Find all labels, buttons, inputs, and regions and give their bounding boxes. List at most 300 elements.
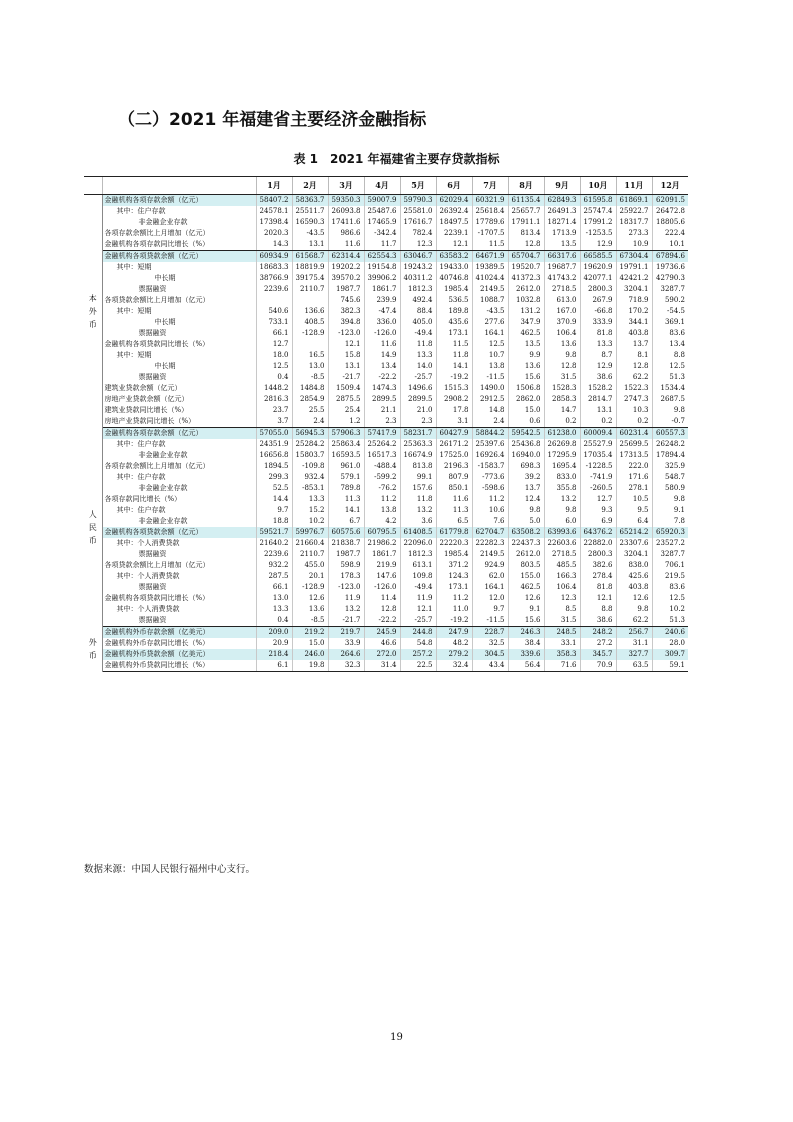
value-cell: 52.5: [256, 483, 292, 494]
value-cell: 1490.0: [472, 383, 508, 394]
value-cell: 42421.2: [616, 273, 652, 284]
value-cell: 2149.5: [472, 284, 508, 295]
value-cell: 12.9: [580, 239, 616, 251]
value-cell: 1522.3: [616, 383, 652, 394]
value-cell: 155.0: [508, 571, 544, 582]
value-cell: 17411.6: [328, 217, 364, 228]
value-cell: 2862.0: [508, 394, 544, 405]
value-cell: 3204.1: [616, 284, 652, 295]
value-cell: 12.8: [544, 361, 580, 372]
value-cell: 24578.1: [256, 206, 292, 217]
value-cell: 1509.4: [328, 383, 364, 394]
value-cell: 209.0: [256, 627, 292, 639]
value-cell: 25.4: [328, 405, 364, 416]
value-cell: 3287.7: [652, 549, 688, 560]
value-cell: 2.3: [400, 416, 436, 428]
value-cell: -1228.5: [580, 461, 616, 472]
value-cell: 27.2: [580, 638, 616, 649]
value-cell: 19620.9: [580, 262, 616, 273]
table-caption: 表 1 2021 年福建省主要存贷款指标: [293, 152, 500, 166]
value-cell: 1713.9: [544, 228, 580, 239]
value-cell: 65920.3: [652, 527, 688, 538]
value-cell: 12.1: [436, 239, 472, 251]
value-cell: -599.2: [364, 472, 400, 483]
value-cell: 14.9: [364, 350, 400, 361]
value-cell: 256.7: [616, 627, 652, 639]
header-month-4: 4月: [364, 177, 400, 195]
value-cell: 26269.8: [544, 439, 580, 450]
value-cell: 13.4: [364, 361, 400, 372]
value-cell: 25657.7: [508, 206, 544, 217]
value-cell: 31.5: [544, 615, 580, 627]
value-cell: 932.2: [256, 560, 292, 571]
value-cell: 13.2: [328, 604, 364, 615]
value-cell: 2718.5: [544, 284, 580, 295]
row-label: 非金融企业存款: [138, 451, 188, 459]
value-cell: 6.1: [256, 660, 292, 672]
value-cell: 83.6: [652, 582, 688, 593]
value-cell: -109.8: [292, 461, 328, 472]
row-label: 各项贷款余额比上月增加（亿元）: [104, 561, 210, 569]
value-cell: 13.6: [292, 604, 328, 615]
value-cell: 31.1: [616, 638, 652, 649]
value-cell: 11.3: [436, 505, 472, 516]
value-cell: 22.5: [400, 660, 436, 672]
header-month-12: 12月: [652, 177, 688, 195]
value-cell: 11.8: [400, 494, 436, 505]
value-cell: 9.8: [544, 350, 580, 361]
value-cell: 1861.7: [364, 549, 400, 560]
value-cell: 12.6: [508, 593, 544, 604]
table-row: [84, 228, 688, 239]
value-cell: 1894.5: [256, 461, 292, 472]
value-cell: 345.7: [580, 649, 616, 660]
value-cell: 63.5: [616, 660, 652, 672]
value-cell: 62.2: [616, 372, 652, 383]
row-label: 金融机构外币存款同比增长（%）: [104, 639, 210, 647]
value-cell: 16674.9: [400, 450, 436, 461]
value-cell: 38766.9: [256, 273, 292, 284]
value-cell: 62091.5: [652, 195, 688, 207]
value-cell: 60321.9: [472, 195, 508, 207]
value-cell: 277.6: [472, 317, 508, 328]
row-label: 金融机构各项存款同比增长（%）: [102, 239, 256, 251]
value-cell: 6.7: [328, 516, 364, 527]
value-cell: 21.0: [400, 405, 436, 416]
value-cell: 17789.6: [472, 217, 508, 228]
value-cell: 9.1: [652, 505, 688, 516]
value-cell: -8.5: [292, 372, 328, 383]
value-cell: 580.9: [652, 483, 688, 494]
value-cell: 932.4: [292, 472, 328, 483]
value-cell: 325.9: [652, 461, 688, 472]
value-cell: 26093.8: [328, 206, 364, 217]
value-cell: 57417.9: [364, 428, 400, 440]
value-cell: 9.7: [256, 505, 292, 516]
value-cell: 25747.4: [580, 206, 616, 217]
row-label: 建筑业贷款同比增长（%）: [104, 406, 189, 414]
value-cell: 19.8: [292, 660, 328, 672]
value-cell: 11.5: [472, 239, 508, 251]
table-row: [84, 571, 688, 582]
value-cell: 33.9: [328, 638, 364, 649]
value-cell: 807.9: [436, 472, 472, 483]
section-label: 本 外 币: [84, 195, 102, 428]
header-month-6: 6月: [436, 177, 472, 195]
value-cell: 613.0: [544, 295, 580, 306]
value-cell: 2747.3: [616, 394, 652, 405]
value-cell: 9.5: [616, 505, 652, 516]
value-cell: 12.3: [400, 239, 436, 251]
value-cell: 25863.4: [328, 439, 364, 450]
value-cell: 15.6: [508, 372, 544, 383]
value-cell: 61779.8: [436, 527, 472, 538]
value-cell: 19687.7: [544, 262, 580, 273]
value-cell: 178.3: [328, 571, 364, 582]
value-cell: 170.2: [616, 306, 652, 317]
row-label: 房地产业贷款余额（亿元）: [104, 395, 189, 403]
value-cell: 12.5: [652, 361, 688, 372]
value-cell: 22603.6: [544, 538, 580, 549]
value-cell: 17616.7: [400, 217, 436, 228]
value-cell: 13.5: [508, 339, 544, 350]
value-cell: 278.4: [580, 571, 616, 582]
value-cell: 327.7: [616, 649, 652, 660]
value-cell: 273.3: [616, 228, 652, 239]
value-cell: 12.3: [544, 593, 580, 604]
value-cell: -22.2: [364, 372, 400, 383]
value-cell: 26472.8: [652, 206, 688, 217]
row-label: 各项存款余额比上月增加（亿元）: [104, 229, 210, 237]
value-cell: 106.4: [544, 582, 580, 593]
table-row: [84, 239, 688, 251]
value-cell: 13.6: [544, 339, 580, 350]
header-month-11: 11月: [616, 177, 652, 195]
value-cell: 2110.7: [292, 549, 328, 560]
value-cell: 59542.5: [508, 428, 544, 440]
header-label-col: [102, 177, 256, 195]
value-cell: 164.1: [472, 582, 508, 593]
value-cell: 336.0: [364, 317, 400, 328]
value-cell: 13.0: [292, 361, 328, 372]
value-cell: 2858.3: [544, 394, 580, 405]
table-row: [84, 615, 688, 627]
value-cell: 278.1: [616, 483, 652, 494]
value-cell: 17035.4: [580, 450, 616, 461]
value-cell: 60795.5: [364, 527, 400, 538]
value-cell: -43.5: [472, 306, 508, 317]
row-label: 金融机构各项存款余额（亿元）: [102, 195, 256, 207]
row-label: 金融机构外币贷款同比增长（%）: [102, 660, 256, 672]
value-cell: 850.1: [436, 483, 472, 494]
header-month-2: 2月: [292, 177, 328, 195]
value-cell: 548.7: [652, 472, 688, 483]
value-cell: 13.6: [508, 361, 544, 372]
row-label: 中长期: [154, 362, 176, 370]
value-cell: -8.5: [292, 615, 328, 627]
value-cell: 61135.4: [508, 195, 544, 207]
value-cell: 81.8: [580, 582, 616, 593]
value-cell: 25.5: [292, 405, 328, 416]
value-cell: 11.5: [436, 339, 472, 350]
value-cell: 17.8: [436, 405, 472, 416]
value-cell: 698.3: [508, 461, 544, 472]
value-cell: 40746.8: [436, 273, 472, 284]
value-cell: 9.8: [652, 494, 688, 505]
value-cell: 10.5: [616, 494, 652, 505]
row-label: 各项贷款余额比上月增加（亿元）: [104, 296, 210, 304]
value-cell: 789.8: [328, 483, 364, 494]
value-cell: 24351.9: [256, 439, 292, 450]
value-cell: 25581.0: [400, 206, 436, 217]
value-cell: 81.8: [580, 328, 616, 339]
value-cell: 62849.3: [544, 195, 580, 207]
value-cell: 2110.7: [292, 284, 328, 295]
value-cell: 245.9: [364, 627, 400, 639]
value-cell: 11.2: [436, 593, 472, 604]
value-cell: 485.5: [544, 560, 580, 571]
value-cell: 26171.2: [436, 439, 472, 450]
value-cell: 62704.7: [472, 527, 508, 538]
value-cell: 16593.5: [328, 450, 364, 461]
value-cell: 2908.2: [436, 394, 472, 405]
value-cell: 23307.6: [616, 538, 652, 549]
value-cell: 1528.2: [580, 383, 616, 394]
table-row: [84, 560, 688, 571]
value-cell: 26491.3: [544, 206, 580, 217]
table-row: [84, 195, 688, 207]
value-cell: 9.1: [508, 604, 544, 615]
value-cell: 109.8: [400, 571, 436, 582]
value-cell: 15.0: [508, 405, 544, 416]
value-cell: 219.9: [364, 560, 400, 571]
value-cell: 492.4: [400, 295, 436, 306]
value-cell: 13.5: [544, 239, 580, 251]
value-cell: 2687.5: [652, 394, 688, 405]
table-row: [84, 350, 688, 361]
value-cell: 344.1: [616, 317, 652, 328]
value-cell: 12.4: [508, 494, 544, 505]
value-cell: 25922.7: [616, 206, 652, 217]
table-row: [84, 317, 688, 328]
value-cell: 0.4: [256, 615, 292, 627]
value-cell: 3204.1: [616, 549, 652, 560]
value-cell: 41372.3: [508, 273, 544, 284]
row-label: 其中：住户存款: [116, 207, 166, 215]
value-cell: 15.6: [508, 615, 544, 627]
value-cell: 25618.4: [472, 206, 508, 217]
value-cell: -741.9: [580, 472, 616, 483]
value-cell: 2718.5: [544, 549, 580, 560]
value-cell: 12.7: [580, 494, 616, 505]
value-cell: 246.3: [508, 627, 544, 639]
value-cell: 62.0: [472, 571, 508, 582]
table-row: [84, 516, 688, 527]
value-cell: 405.0: [400, 317, 436, 328]
table-row: [84, 339, 688, 350]
value-cell: 1484.8: [292, 383, 328, 394]
value-cell: 248.2: [580, 627, 616, 639]
value-cell: 57055.0: [256, 428, 292, 440]
value-cell: 59007.9: [364, 195, 400, 207]
table-row: [84, 538, 688, 549]
value-cell: 1695.4: [544, 461, 580, 472]
value-cell: 61595.8: [580, 195, 616, 207]
value-cell: -54.5: [652, 306, 688, 317]
value-cell: 1032.8: [508, 295, 544, 306]
value-cell: 59350.3: [328, 195, 364, 207]
value-cell: 10.7: [472, 350, 508, 361]
value-cell: 3.7: [256, 416, 292, 428]
value-cell: 2854.9: [292, 394, 328, 405]
value-cell: 25511.7: [292, 206, 328, 217]
value-cell: 136.6: [292, 306, 328, 317]
value-cell: 613.1: [400, 560, 436, 571]
table-row: [84, 649, 688, 660]
value-cell: -66.8: [580, 306, 616, 317]
value-cell: 12.1: [328, 339, 364, 350]
value-cell: -128.9: [292, 328, 328, 339]
value-cell: 248.5: [544, 627, 580, 639]
value-cell: 8.1: [616, 350, 652, 361]
value-cell: 60009.4: [580, 428, 616, 440]
row-label: 其中：短期: [116, 263, 152, 271]
value-cell: 2612.0: [508, 284, 544, 295]
value-cell: 31.5: [544, 372, 580, 383]
value-cell: 0.6: [508, 416, 544, 428]
table-row: [84, 251, 688, 263]
value-cell: 18.8: [256, 516, 292, 527]
value-cell: 2899.5: [364, 394, 400, 405]
value-cell: 33.1: [544, 638, 580, 649]
value-cell: 10.9: [616, 239, 652, 251]
value-cell: 1987.7: [328, 549, 364, 560]
table-row: [84, 494, 688, 505]
value-cell: 12.5: [652, 593, 688, 604]
value-cell: 31.4: [364, 660, 400, 672]
value-cell: -128.9: [292, 582, 328, 593]
row-label: 票据融资: [138, 373, 167, 381]
value-cell: 166.3: [544, 571, 580, 582]
value-cell: 17295.9: [544, 450, 580, 461]
value-cell: 11.6: [436, 494, 472, 505]
value-cell: 21.1: [364, 405, 400, 416]
table-row: [84, 328, 688, 339]
value-cell: 19389.5: [472, 262, 508, 273]
value-cell: 17313.5: [616, 450, 652, 461]
value-cell: 12.5: [472, 339, 508, 350]
value-cell: 371.2: [436, 560, 472, 571]
value-cell: 6.9: [580, 516, 616, 527]
value-cell: -342.4: [364, 228, 400, 239]
value-cell: 83.6: [652, 328, 688, 339]
row-label: 金融机构各项贷款余额（亿元）: [102, 251, 256, 263]
value-cell: 23.7: [256, 405, 292, 416]
value-cell: 304.5: [472, 649, 508, 660]
value-cell: 17465.9: [364, 217, 400, 228]
value-cell: 48.2: [436, 638, 472, 649]
value-cell: 39906.2: [364, 273, 400, 284]
value-cell: 403.8: [616, 582, 652, 593]
value-cell: -11.5: [472, 372, 508, 383]
value-cell: -126.0: [364, 582, 400, 593]
value-cell: 2816.3: [256, 394, 292, 405]
row-label: 金融机构各项贷款余额（亿元）: [102, 527, 256, 538]
value-cell: 782.4: [400, 228, 436, 239]
value-cell: 13.2: [544, 494, 580, 505]
value-cell: 59521.7: [256, 527, 292, 538]
value-cell: 8.5: [544, 604, 580, 615]
value-cell: 19433.0: [436, 262, 472, 273]
value-cell: -0.7: [652, 416, 688, 428]
value-cell: -1253.5: [580, 228, 616, 239]
value-cell: 70.9: [580, 660, 616, 672]
value-cell: 287.5: [256, 571, 292, 582]
value-cell: 15.8: [328, 350, 364, 361]
table-row: [84, 549, 688, 560]
value-cell: 247.9: [436, 627, 472, 639]
value-cell: 813.8: [400, 461, 436, 472]
value-cell: -598.6: [472, 483, 508, 494]
header-month-9: 9月: [544, 177, 580, 195]
row-label: 中长期: [154, 274, 176, 282]
value-cell: 1985.4: [436, 284, 472, 295]
value-cell: 61869.1: [616, 195, 652, 207]
row-label: 金融机构各项存款余额（亿元）: [102, 428, 256, 440]
value-cell: 1534.4: [652, 383, 688, 394]
value-cell: 17991.2: [580, 217, 616, 228]
table-row: [84, 383, 688, 394]
value-cell: 14.0: [400, 361, 436, 372]
value-cell: 3.1: [436, 416, 472, 428]
value-cell: 131.2: [508, 306, 544, 317]
value-cell: 7.8: [652, 516, 688, 527]
row-label: 金融机构外币存款余额（亿美元）: [102, 627, 256, 639]
value-cell: 272.0: [364, 649, 400, 660]
value-cell: 25527.9: [580, 439, 616, 450]
value-cell: 46.6: [364, 638, 400, 649]
value-cell: 2239.1: [436, 228, 472, 239]
value-cell: 32.5: [472, 638, 508, 649]
table-row: [84, 505, 688, 516]
value-cell: 382.6: [580, 560, 616, 571]
value-cell: 1474.3: [364, 383, 400, 394]
value-cell: 65214.2: [616, 527, 652, 538]
value-cell: 25397.6: [472, 439, 508, 450]
value-cell: 189.8: [436, 306, 472, 317]
value-cell: 17398.4: [256, 217, 292, 228]
value-cell: 347.9: [508, 317, 544, 328]
table-row: [84, 372, 688, 383]
value-cell: [292, 339, 328, 350]
value-cell: 9.7: [472, 604, 508, 615]
table-row: [84, 638, 688, 649]
value-cell: 2239.6: [256, 284, 292, 295]
row-label: 其中：住户存款: [116, 440, 166, 448]
value-cell: 54.8: [400, 638, 436, 649]
value-cell: 13.3: [580, 339, 616, 350]
value-cell: 21986.2: [364, 538, 400, 549]
value-cell: 164.1: [472, 328, 508, 339]
value-cell: 21660.4: [292, 538, 328, 549]
table-row: [84, 284, 688, 295]
section-2: [84, 428, 688, 627]
value-cell: -19.2: [436, 615, 472, 627]
value-cell: 240.6: [652, 627, 688, 639]
value-cell: 13.4: [652, 339, 688, 350]
value-cell: 369.1: [652, 317, 688, 328]
table-row: [84, 604, 688, 615]
